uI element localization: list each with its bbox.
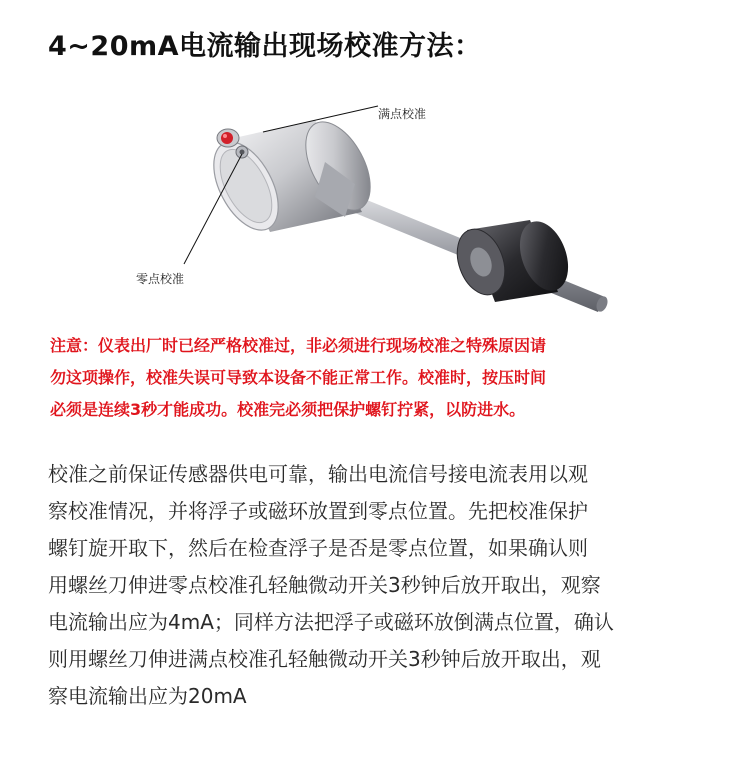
instruction-line: 校准之前保证传感器供电可靠，输出电流信号接电流表用以观 [48, 462, 588, 486]
notice-line: 必须是连续3秒才能成功。校准完必须把保护螺钉拧紧，以防进水。 [50, 400, 526, 419]
notice-line: 注意：仪表出厂时已经严格校准过，非必须进行现场校准之特殊原因请 [50, 336, 547, 355]
warning-notice [50, 330, 710, 426]
product-figure [130, 92, 630, 322]
zero-point-screw [236, 146, 248, 158]
page-title: 4~20mA电流输出现场校准方法： [48, 31, 482, 62]
instruction-line: 察电流输出应为20mA [48, 684, 247, 708]
notice-line: 勿这项操作，校准失误可导致本设备不能正常工作。校准时，按压时间 [50, 368, 547, 387]
instruction-line: 螺钉旋开取下，然后在检查浮子是否是零点位置，如果确认则 [48, 536, 588, 560]
instruction-line: 用螺丝刀伸进零点校准孔轻触微动开关3秒钟后放开取出，观察 [48, 573, 601, 597]
instruction-line: 电流输出应为4mA；同样方法把浮子或磁环放倒满点位置，确认 [48, 610, 614, 634]
instruction-line: 察校准情况，并将浮子或磁环放置到零点位置。先把校准保护 [48, 499, 588, 523]
full-point-label: 满点校准 [378, 107, 427, 121]
zero-point-label: 零点校准 [136, 272, 185, 286]
instruction-line: 则用螺丝刀伸进满点校准孔轻触微动开关3秒钟后放开取出，观 [48, 647, 601, 671]
full-point-button [217, 129, 239, 147]
sensor-illustration [130, 92, 630, 322]
instructions-text [48, 456, 718, 715]
float-ball [449, 215, 577, 302]
